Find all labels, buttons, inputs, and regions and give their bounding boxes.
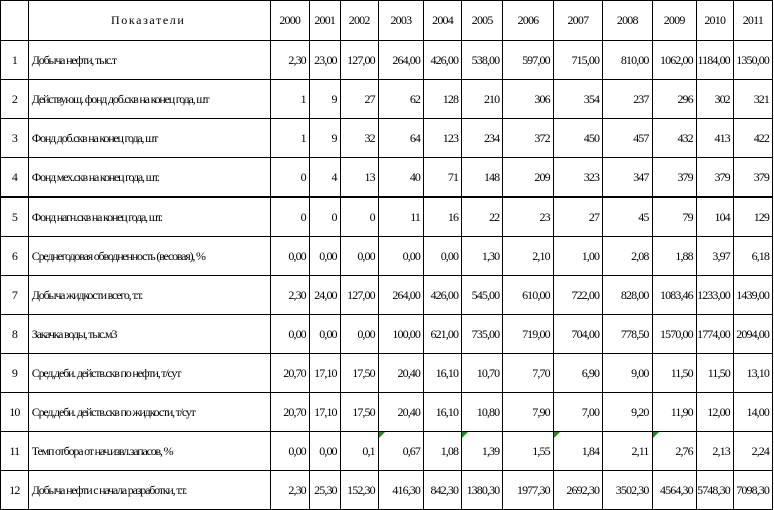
row-number-cell[interactable]: 4	[1, 158, 29, 198]
row-number-cell[interactable]: 12	[1, 471, 29, 510]
header-row	[1, 1, 773, 41]
value-cell[interactable]: 2,24	[733, 432, 772, 471]
row-number-cell[interactable]: 9	[1, 354, 29, 393]
value-cell[interactable]: 0,00	[270, 432, 309, 471]
value-cell[interactable]: 810,00	[603, 41, 652, 80]
value-cell[interactable]: 20,40	[378, 393, 423, 432]
value-cell[interactable]: 17,50	[340, 393, 378, 432]
row-number-cell[interactable]: 2	[1, 80, 29, 119]
value-cell[interactable]: 379	[733, 158, 772, 198]
value-cell[interactable]: 354	[553, 80, 602, 119]
value-cell[interactable]: 25,30	[309, 471, 340, 510]
value-cell[interactable]: 0,00	[270, 237, 309, 276]
year-header[interactable]: 2003	[378, 1, 423, 41]
value-cell[interactable]: 2692,30	[553, 471, 602, 510]
value-cell[interactable]: 0,00	[340, 315, 378, 354]
value-cell[interactable]: 152,30	[340, 471, 378, 510]
value-cell[interactable]: 379	[696, 158, 733, 198]
value-cell[interactable]: 323	[553, 158, 602, 198]
value-cell[interactable]: 704,00	[553, 315, 602, 354]
table-row	[1, 197, 773, 237]
value-cell[interactable]: 426,00	[424, 276, 462, 315]
value-cell[interactable]: 432	[652, 119, 696, 158]
row-number-cell[interactable]: 3	[1, 119, 29, 158]
value-cell[interactable]: 1,08	[424, 432, 462, 471]
value-cell[interactable]: 11,50	[696, 354, 733, 393]
value-cell[interactable]: 2,30	[270, 41, 309, 80]
value-cell[interactable]: 123	[424, 119, 462, 158]
value-cell[interactable]: 12,00	[696, 393, 733, 432]
value-cell[interactable]: 1977,30	[503, 471, 553, 510]
table-row	[1, 432, 773, 471]
value-cell[interactable]: 1083,46	[652, 276, 696, 315]
value-cell[interactable]: 715,00	[553, 41, 602, 80]
value-cell[interactable]: 100,00	[378, 315, 423, 354]
value-cell[interactable]: 379	[652, 158, 696, 198]
value-cell[interactable]: 13,10	[733, 354, 772, 393]
table-row	[1, 315, 773, 354]
value-cell[interactable]: 79	[652, 197, 696, 237]
value-cell[interactable]: 0,00	[309, 315, 340, 354]
indicator-label-cell[interactable]: Среднегодовая обводненность (весовая), %	[28, 237, 270, 276]
value-cell[interactable]: 17,10	[309, 354, 340, 393]
value-cell[interactable]: 0	[270, 197, 309, 237]
year-header[interactable]: 2001	[309, 1, 340, 41]
table-row	[1, 119, 773, 158]
value-cell[interactable]: 16	[424, 197, 462, 237]
value-cell[interactable]: 1	[270, 119, 309, 158]
value-cell[interactable]: 2,76	[652, 432, 696, 471]
row-number-cell[interactable]: 6	[1, 237, 29, 276]
value-cell[interactable]: 1,39	[462, 432, 503, 471]
value-cell[interactable]: 597,00	[503, 41, 553, 80]
value-cell[interactable]: 40	[378, 158, 423, 198]
value-cell[interactable]: 9	[309, 119, 340, 158]
value-cell[interactable]: 14,00	[733, 393, 772, 432]
value-cell[interactable]: 2,13	[696, 432, 733, 471]
value-cell[interactable]: 0	[340, 197, 378, 237]
year-header[interactable]: 2005	[462, 1, 503, 41]
indicator-label-cell[interactable]: Добыча нефти с начала разработки, т.т.	[28, 471, 270, 510]
value-cell[interactable]: 2,30	[270, 276, 309, 315]
year-header[interactable]: 2007	[553, 1, 602, 41]
indicator-label-cell[interactable]: Фонд нагн.скв на конец года, шт.	[28, 197, 270, 237]
value-cell[interactable]: 0,67	[378, 432, 423, 471]
value-cell[interactable]: 23,00	[309, 41, 340, 80]
value-cell[interactable]: 413	[696, 119, 733, 158]
value-cell[interactable]: 10,70	[462, 354, 503, 393]
value-cell[interactable]: 416,30	[378, 471, 423, 510]
table-row	[1, 354, 773, 393]
year-header[interactable]: 2010	[696, 1, 733, 41]
value-cell[interactable]: 7,70	[503, 354, 553, 393]
value-cell[interactable]: 4	[309, 158, 340, 198]
value-cell[interactable]: 20,40	[378, 354, 423, 393]
year-header[interactable]: 2004	[424, 1, 462, 41]
table-row	[1, 471, 773, 510]
value-cell[interactable]: 64	[378, 119, 423, 158]
value-cell[interactable]: 1,00	[553, 237, 602, 276]
value-cell[interactable]: 234	[462, 119, 503, 158]
value-cell[interactable]: 148	[462, 158, 503, 198]
value-cell[interactable]: 1774,00	[696, 315, 733, 354]
value-cell[interactable]: 11	[378, 197, 423, 237]
value-cell[interactable]: 210	[462, 80, 503, 119]
year-header[interactable]: 2000	[270, 1, 309, 41]
value-cell[interactable]: 17,10	[309, 393, 340, 432]
value-cell[interactable]: 422	[733, 119, 772, 158]
value-cell[interactable]: 0,00	[309, 237, 340, 276]
value-cell[interactable]: 3502,30	[603, 471, 652, 510]
value-cell[interactable]: 4564,30	[652, 471, 696, 510]
indicator-label-cell[interactable]: Закачка воды, тыс.м3	[28, 315, 270, 354]
value-cell[interactable]: 0,1	[340, 432, 378, 471]
value-cell[interactable]: 6,90	[553, 354, 602, 393]
value-cell[interactable]: 5748,30	[696, 471, 733, 510]
value-cell[interactable]: 1380,30	[462, 471, 503, 510]
value-cell[interactable]: 104	[696, 197, 733, 237]
value-cell[interactable]: 27	[340, 80, 378, 119]
value-cell[interactable]: 1350,00	[733, 41, 772, 80]
value-cell[interactable]: 0,00	[309, 432, 340, 471]
value-cell[interactable]: 23	[503, 197, 553, 237]
value-cell[interactable]: 264,00	[378, 41, 423, 80]
value-cell[interactable]: 1233,00	[696, 276, 733, 315]
header-corner-cell[interactable]	[1, 1, 29, 41]
value-cell[interactable]: 20,70	[270, 393, 309, 432]
value-cell[interactable]: 0,00	[424, 237, 462, 276]
value-cell[interactable]: 11,50	[652, 354, 696, 393]
value-cell[interactable]: 127,00	[340, 276, 378, 315]
value-cell[interactable]: 306	[503, 80, 553, 119]
indicator-label-cell[interactable]: Действующ. фонд доб.скв на конец года, шт	[28, 80, 270, 119]
indicator-label-cell[interactable]: Сред.деби. действ.скв по жидкости, т/сут	[28, 393, 270, 432]
table-row	[1, 276, 773, 315]
value-cell[interactable]: 129	[733, 197, 772, 237]
value-cell[interactable]: 426,00	[424, 41, 462, 80]
year-header[interactable]: 2011	[733, 1, 772, 41]
value-cell[interactable]: 17,50	[340, 354, 378, 393]
value-cell[interactable]: 0,00	[378, 237, 423, 276]
value-cell[interactable]: 1	[270, 80, 309, 119]
value-cell[interactable]: 24,00	[309, 276, 340, 315]
value-cell[interactable]: 9	[309, 80, 340, 119]
value-cell[interactable]: 828,00	[603, 276, 652, 315]
value-cell[interactable]: 719,00	[503, 315, 553, 354]
value-cell[interactable]: 457	[603, 119, 652, 158]
value-cell[interactable]: 209	[503, 158, 553, 198]
value-cell[interactable]: 450	[553, 119, 602, 158]
value-cell[interactable]: 7098,30	[733, 471, 772, 510]
value-cell[interactable]: 27	[553, 197, 602, 237]
value-cell[interactable]: 1439,00	[733, 276, 772, 315]
value-cell[interactable]: 9,20	[603, 393, 652, 432]
value-cell[interactable]: 347	[603, 158, 652, 198]
value-cell[interactable]: 16,10	[424, 393, 462, 432]
value-cell[interactable]: 20,70	[270, 354, 309, 393]
year-header[interactable]: 2002	[340, 1, 378, 41]
indicator-label-cell[interactable]: Фонд доб.скв на конец года, шт	[28, 119, 270, 158]
value-cell[interactable]: 128	[424, 80, 462, 119]
value-cell[interactable]: 127,00	[340, 41, 378, 80]
indicator-label-cell[interactable]: Добыча нефти, тыс.т	[28, 41, 270, 80]
value-cell[interactable]: 372	[503, 119, 553, 158]
value-cell[interactable]: 1,84	[553, 432, 602, 471]
year-header[interactable]: 2008	[603, 1, 652, 41]
value-cell[interactable]: 2094,00	[733, 315, 772, 354]
value-cell[interactable]: 11,90	[652, 393, 696, 432]
table-body	[1, 41, 773, 510]
row-number-cell[interactable]: 5	[1, 197, 29, 237]
value-cell[interactable]: 71	[424, 158, 462, 198]
row-number-cell[interactable]: 8	[1, 315, 29, 354]
value-cell[interactable]: 735,00	[462, 315, 503, 354]
value-cell[interactable]: 2,30	[270, 471, 309, 510]
indicator-label-cell[interactable]: Сред.деби. действ.скв по нефти, т/сут	[28, 354, 270, 393]
table-row	[1, 237, 773, 276]
row-number-cell[interactable]: 7	[1, 276, 29, 315]
value-cell[interactable]: 7,00	[553, 393, 602, 432]
value-cell[interactable]: 45	[603, 197, 652, 237]
value-cell[interactable]: 0,00	[340, 237, 378, 276]
indicator-header[interactable]: Показатели	[28, 1, 270, 41]
indicator-label-cell[interactable]: Фонд мех.скв на конец года, шт.	[28, 158, 270, 198]
year-header[interactable]: 2006	[503, 1, 553, 41]
row-number-cell[interactable]: 11	[1, 432, 29, 471]
value-cell[interactable]: 3,97	[696, 237, 733, 276]
indicator-label-cell[interactable]: Добыча жидкости всего, т.т.	[28, 276, 270, 315]
table-row	[1, 393, 773, 432]
value-cell[interactable]: 2,11	[603, 432, 652, 471]
value-cell[interactable]: 778,50	[603, 315, 652, 354]
value-cell[interactable]: 722,00	[553, 276, 602, 315]
value-cell[interactable]: 610,00	[503, 276, 553, 315]
value-cell[interactable]: 321	[733, 80, 772, 119]
value-cell[interactable]: 302	[696, 80, 733, 119]
value-cell[interactable]: 621,00	[424, 315, 462, 354]
value-cell[interactable]: 538,00	[462, 41, 503, 80]
table-row	[1, 41, 773, 80]
value-cell[interactable]: 0	[270, 158, 309, 198]
value-cell[interactable]: 16,10	[424, 354, 462, 393]
table-row	[1, 80, 773, 119]
value-cell[interactable]: 6,18	[733, 237, 772, 276]
value-cell[interactable]: 13	[340, 158, 378, 198]
value-cell[interactable]: 296	[652, 80, 696, 119]
value-cell[interactable]: 62	[378, 80, 423, 119]
year-header[interactable]: 2009	[652, 1, 696, 41]
value-cell[interactable]: 1570,00	[652, 315, 696, 354]
value-cell[interactable]: 0,00	[270, 315, 309, 354]
value-cell[interactable]: 9,00	[603, 354, 652, 393]
value-cell[interactable]: 7,90	[503, 393, 553, 432]
indicator-label-cell[interactable]: Темп отбора от нач.извл.запасов, %	[28, 432, 270, 471]
value-cell[interactable]: 842,30	[424, 471, 462, 510]
value-cell[interactable]: 10,80	[462, 393, 503, 432]
value-cell[interactable]: 1,55	[503, 432, 553, 471]
table-row	[1, 158, 773, 198]
value-cell[interactable]: 32	[340, 119, 378, 158]
value-cell[interactable]: 1,30	[462, 237, 503, 276]
value-cell[interactable]: 237	[603, 80, 652, 119]
value-cell[interactable]: 22	[462, 197, 503, 237]
value-cell[interactable]: 0	[309, 197, 340, 237]
value-cell[interactable]: 1062,00	[652, 41, 696, 80]
value-cell[interactable]: 2,08	[603, 237, 652, 276]
value-cell[interactable]: 264,00	[378, 276, 423, 315]
value-cell[interactable]: 545,00	[462, 276, 503, 315]
value-cell[interactable]: 1,88	[652, 237, 696, 276]
value-cell[interactable]: 2,10	[503, 237, 553, 276]
row-number-cell[interactable]: 1	[1, 41, 29, 80]
value-cell[interactable]: 1184,00	[696, 41, 733, 80]
row-number-cell[interactable]: 10	[1, 393, 29, 432]
